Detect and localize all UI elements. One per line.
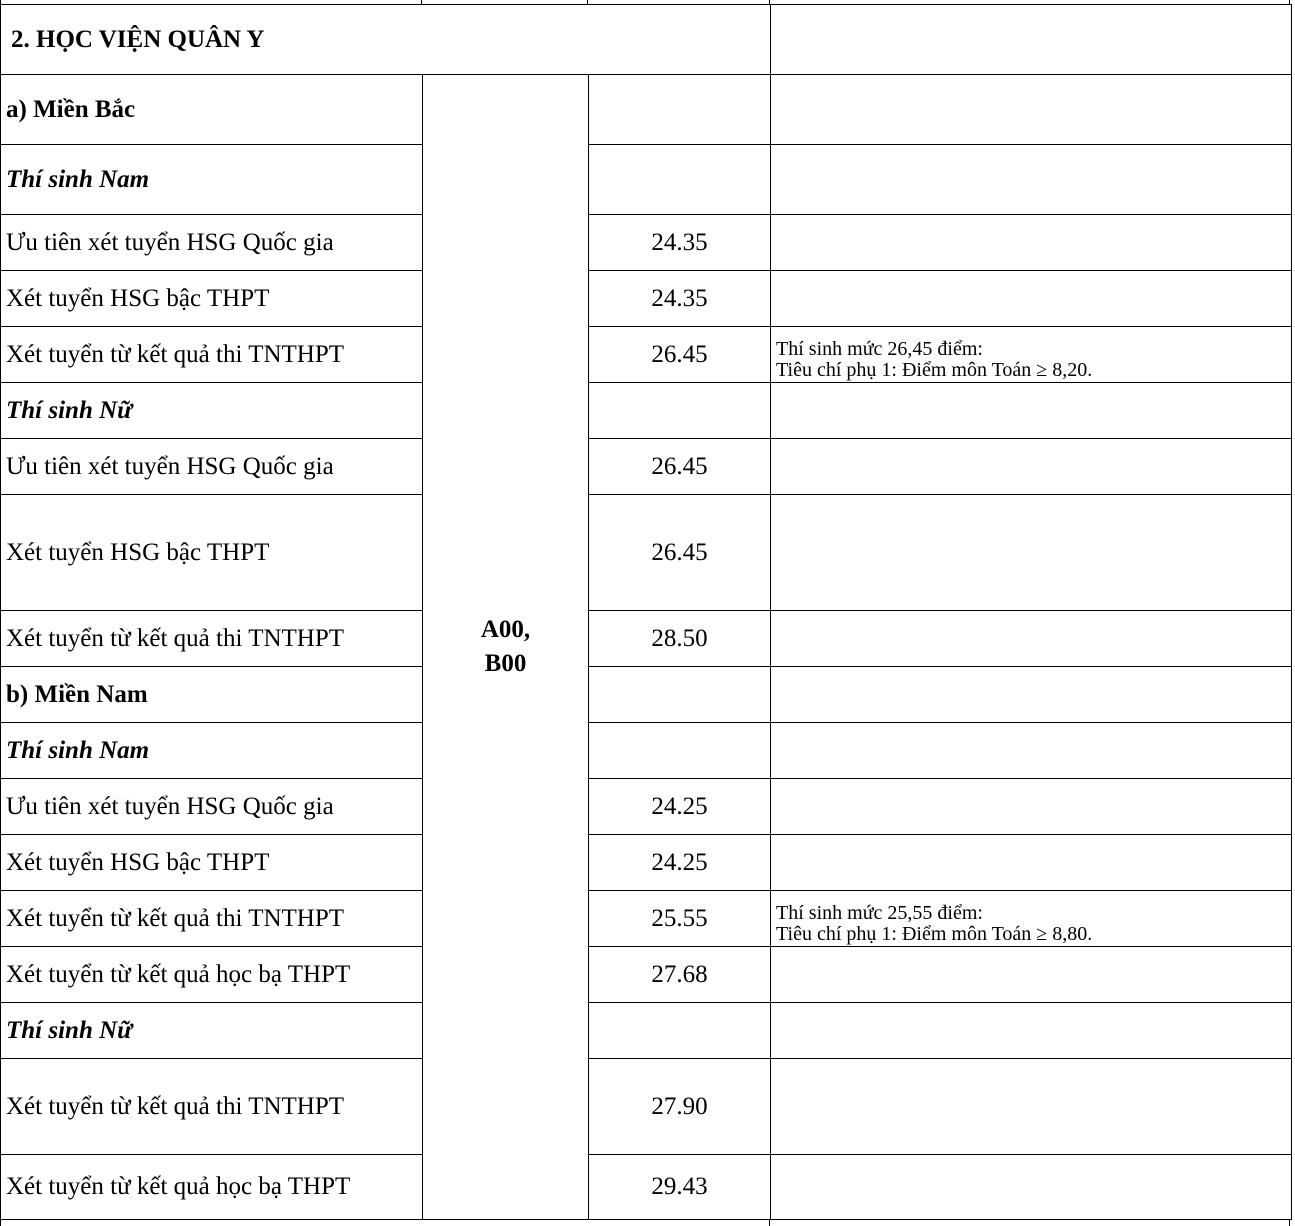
note-cell [771,835,1292,891]
table-row [1,947,1292,1003]
note-cell [771,779,1292,835]
table-row [1,271,1292,327]
gender-label: Thí sinh Nam [1,145,423,215]
table-row [1,495,1292,611]
note-cell [771,1155,1292,1220]
score-cell: 25.55 [589,891,771,947]
note-cell [771,1059,1292,1155]
table-row [1,75,1292,145]
score-cell [589,75,771,145]
note-cell [771,495,1292,611]
note-cell [771,271,1292,327]
table-row [1,779,1292,835]
score-cell: 24.35 [589,215,771,271]
region-label: a) Miền Bắc [1,75,423,145]
score-cell: 27.68 [589,947,771,1003]
table-edge-stub [769,1219,770,1226]
table-edge-stub [0,1219,1,1226]
note-cell [771,383,1292,439]
table-row [1,439,1292,495]
section-header-row [1,5,1292,75]
row-label: Xét tuyển từ kết quả thi TNTHPT [1,1059,423,1155]
table-row [1,891,1292,947]
score-cell: 29.43 [589,1155,771,1220]
table-edge-stub [1289,1219,1290,1226]
score-cell [589,667,771,723]
gender-label: Thí sinh Nữ [1,383,423,439]
note-cell [771,327,1292,383]
score-cell [589,723,771,779]
row-label: Ưu tiên xét tuyển HSG Quốc gia [1,215,423,271]
score-cell: 28.50 [589,611,771,667]
note-cell [771,439,1292,495]
table-row [1,327,1292,383]
row-label: Xét tuyển từ kết quả học bạ THPT [1,947,423,1003]
score-cell [589,383,771,439]
table-row [1,1003,1292,1059]
table-row [1,215,1292,271]
note-cell [771,947,1292,1003]
region-label: b) Miền Nam [1,667,423,723]
gender-label: Thí sinh Nữ [1,1003,423,1059]
row-label: Xét tuyển từ kết quả thi TNTHPT [1,891,423,947]
row-label: Xét tuyển HSG bậc THPT [1,835,423,891]
score-cell: 26.45 [589,495,771,611]
gender-label: Thí sinh Nam [1,723,423,779]
note-cell [771,215,1292,271]
score-cell: 24.25 [589,835,771,891]
row-label: Xét tuyển từ kết quả thi TNTHPT [1,327,423,383]
score-cell: 24.25 [589,779,771,835]
note-line: Tiêu chí phụ 1: Điểm môn Toán ≥ 8,20. [776,359,1093,381]
score-cell: 26.45 [589,327,771,383]
table-row [1,383,1292,439]
note-cell [771,1003,1292,1059]
score-cell [589,1003,771,1059]
row-label: Ưu tiên xét tuyển HSG Quốc gia [1,439,423,495]
section-title: 2. HỌC VIỆN QUÂN Y [1,5,771,75]
score-cell: 27.90 [589,1059,771,1155]
note-cell [771,145,1292,215]
note-cell [771,611,1292,667]
admission-score-table [0,4,1292,1220]
row-label: Ưu tiên xét tuyển HSG Quốc gia [1,779,423,835]
score-cell: 26.45 [589,439,771,495]
score-cell: 24.35 [589,271,771,327]
note-line: Thí sinh mức 26,45 điểm: [776,338,983,360]
note-cell [771,75,1292,145]
block-codes-cell [423,75,589,1220]
note-cell [771,667,1292,723]
table-row [1,723,1292,779]
row-label: Xét tuyển từ kết quả học bạ THPT [1,1155,423,1220]
table-row [1,667,1292,723]
table-row [1,611,1292,667]
table-row [1,835,1292,891]
note-line: Thí sinh mức 25,55 điểm: [776,902,983,924]
row-label: Xét tuyển HSG bậc THPT [1,495,423,611]
row-label: Xét tuyển HSG bậc THPT [1,271,423,327]
table-row [1,1155,1292,1220]
note-cell [771,723,1292,779]
note-cell [771,891,1292,947]
note-line: Tiêu chí phụ 1: Điểm môn Toán ≥ 8,80. [776,923,1093,945]
block-codes: A00, B00 [480,616,531,677]
row-label: Xét tuyển từ kết quả thi TNTHPT [1,611,423,667]
table-row [1,145,1292,215]
table-row [1,1059,1292,1155]
score-cell [589,145,771,215]
note-cell [771,5,1292,75]
